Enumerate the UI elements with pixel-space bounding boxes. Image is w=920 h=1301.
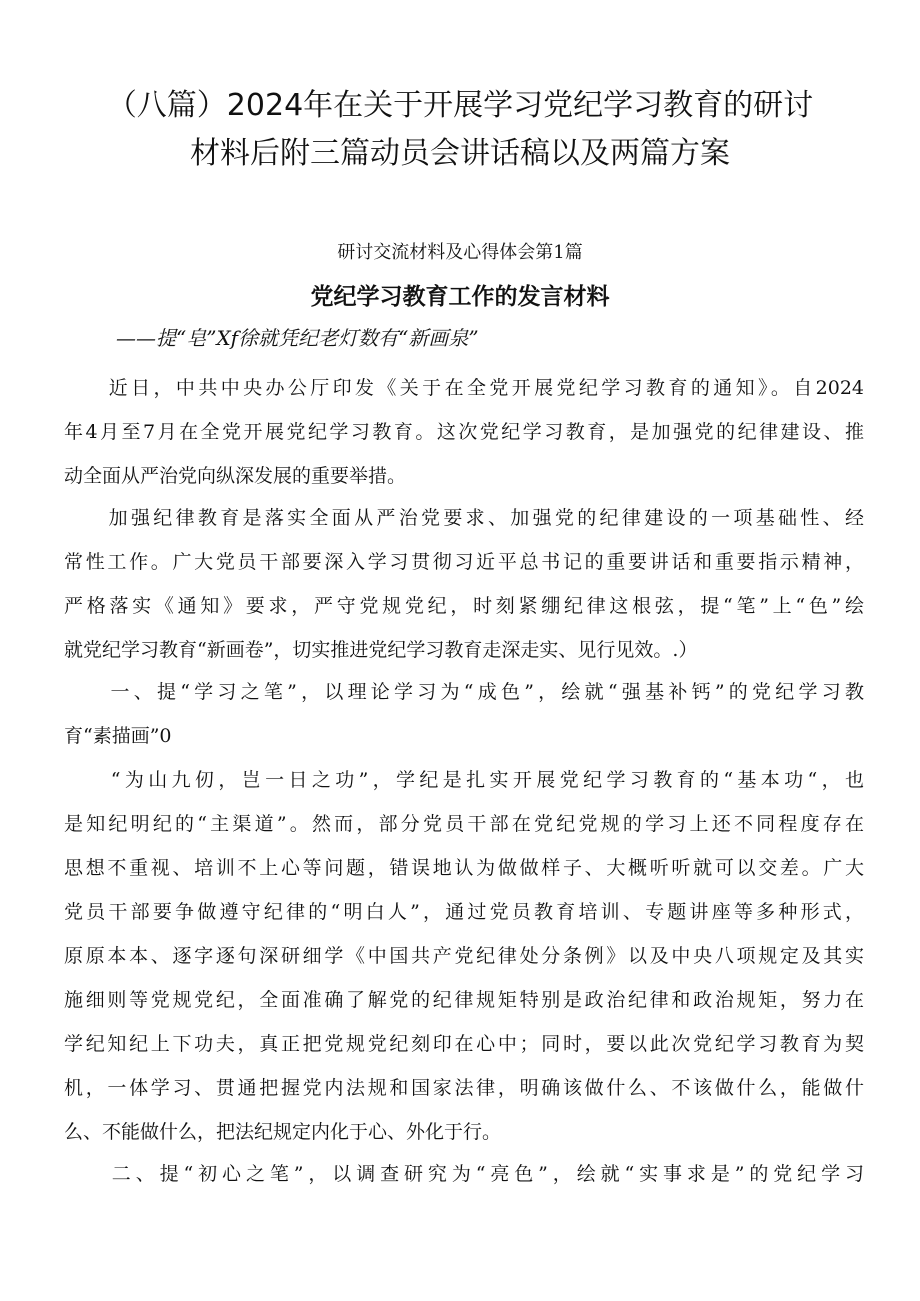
paragraph-heading: [64, 670, 864, 758]
paragraph-line: 施细则等党规党纪，全面准确了解党的纪律规矩特别是政治纪律和政治规矩，努力在: [64, 989, 864, 1011]
paragraph-line: 一、提“学习之笔”，以理论学习为“成色”，绘就“强基补钙”的党纪学习教: [64, 681, 864, 703]
paragraph: [64, 366, 864, 498]
paragraph-line: 动全面从严治党向纵深发展的重要举措。: [64, 465, 407, 487]
paragraph-line: 党员干部要争做遵守纪律的“明白人”，通过党员教育培训、专题讲座等多种形式，: [64, 901, 864, 923]
paragraph: [64, 758, 864, 1154]
section-title: 党纪学习教育工作的发言材料: [310, 284, 610, 310]
document-title-line: 材料后附三篇动员会讲话稿以及两篇方案: [190, 136, 730, 171]
document-title: [60, 82, 860, 178]
paragraph-line: 常性工作。广大党员干部要深入学习贯彻习近平总书记的重要讲话和重要指示精神，: [64, 551, 864, 573]
paragraph-line: 二、提“初心之笔”，以调查研究为“亮色”，绘就“实事求是”的党纪学习: [64, 1163, 864, 1185]
document-title-line: （八篇）2024年在关于开展学习党纪学习教育的研讨: [106, 88, 814, 123]
paragraph-line: 机，一体学习、贯通把握党内法规和国家法律，明确该做什么、不该做什么，能做什: [64, 1077, 864, 1099]
paragraph-line: 严格落实《通知》要求，严守党规党纪，时刻紧绷纪律这根弦，提“笔”上“色”绘: [64, 595, 864, 617]
paragraph-line: 思想不重视、培训不上心等问题，错误地认为做做样子、大概听听就可以交差。广大: [64, 857, 864, 879]
paragraph-line: 育“素描画”0: [64, 725, 172, 747]
document-subtitle: 研讨交流材料及心得体会第1篇: [337, 242, 583, 263]
paragraph-line: 原原本本、逐字逐句深研细学《中国共产党纪律处分条例》以及中央八项规定及其实: [64, 945, 864, 967]
paragraph-line: 学纪知纪上下功夫，真正把党规党纪刻印在心中；同时，要以此次党纪学习教育为契: [64, 1033, 864, 1055]
section-tagline: ——提“皂”Xf徐就凭纪老灯数有“新画泉”: [116, 326, 479, 350]
paragraph-line: 近日，中共中央办公厅印发《关于在全党开展党纪学习教育的通知》。自2024: [64, 377, 864, 399]
paragraph-line: 就党纪学习教育“新画卷”，切实推进党纪学习教育走深走实、见行见效。.）: [64, 639, 698, 661]
paragraph-line: 年4月至7月在全党开展党纪学习教育。这次党纪学习教育，是加强党的纪律建设、推: [64, 421, 864, 443]
paragraph-line: 么、不能做什么，把法纪规定内化于心、外化于行。: [64, 1121, 502, 1143]
paragraph: [64, 496, 864, 672]
paragraph-heading: [64, 1152, 864, 1196]
paragraph-line: “为山九仞，岂一日之功”，学纪是扎实开展党纪学习教育的“基本功“，也: [64, 769, 864, 791]
paragraph-line: 加强纪律教育是落实全面从严治党要求、加强党的纪律建设的一项基础性、经: [64, 507, 864, 529]
paragraph-line: 是知纪明纪的“主渠道”。然而，部分党员干部在党纪党规的学习上还不同程度存在: [64, 813, 864, 835]
